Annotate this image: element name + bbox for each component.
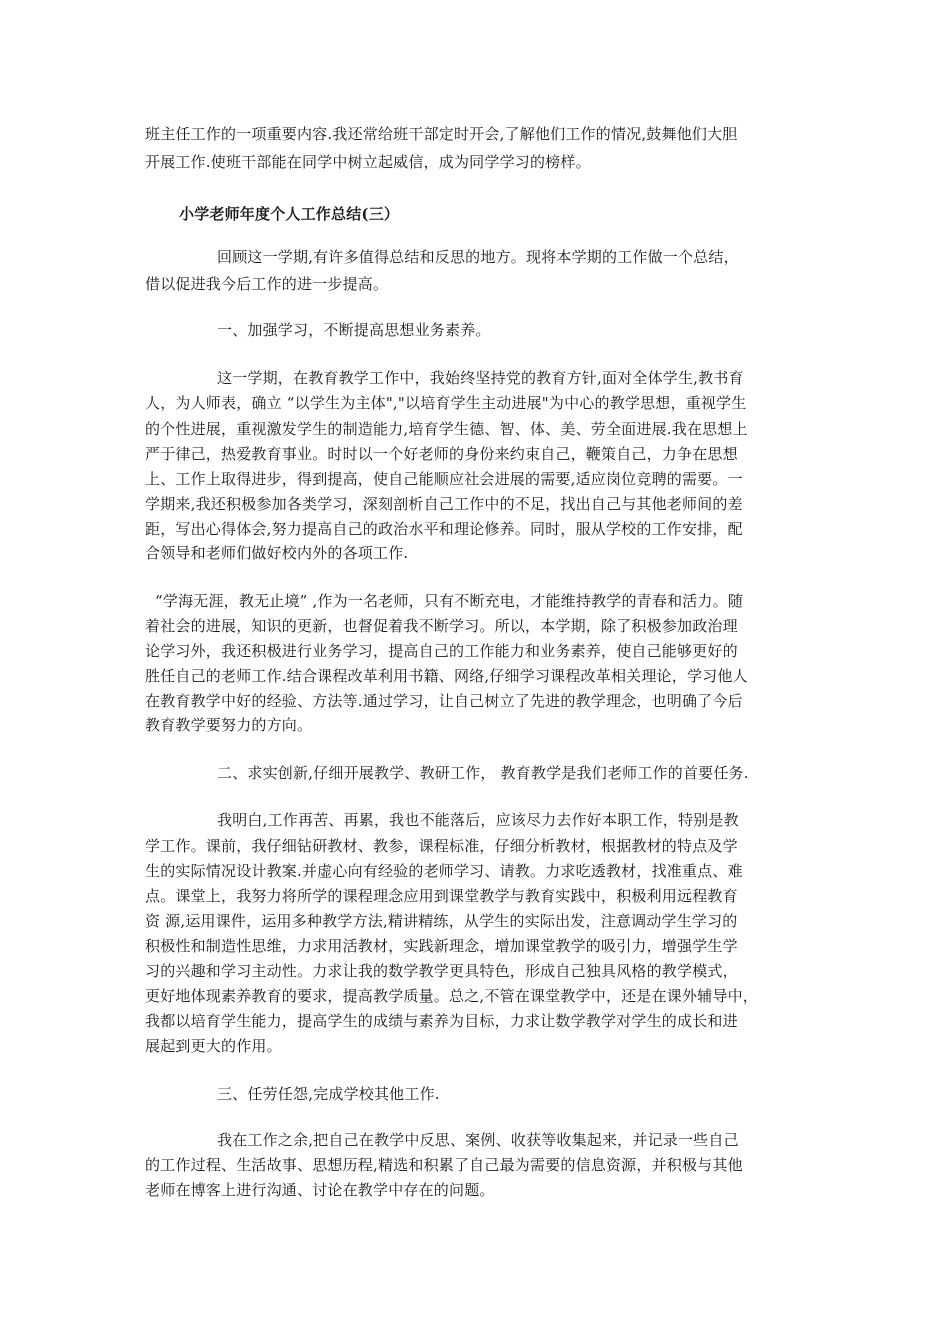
- text-line: 着社会的进展，知识的更新，也督促着我不断学习。所以，本学期，除了积极参加政治理: [145, 617, 738, 635]
- text-line: 点。课堂上，我努力将所学的课程理念应用到课堂教学与教育实践中，积极利用远程教育: [145, 887, 738, 905]
- text-line: 借以促进我今后工作的进一步提高。: [145, 275, 389, 293]
- text-line: 在教育教学中好的经验、方法等.通过学习，让自己树立了先进的教学理念，也明确了今后: [145, 692, 743, 710]
- text-line: 学期来,我还积极参加各类学习，深刻剖析自己工作中的不足，找出自己与其他老师间的差: [145, 495, 743, 513]
- text-line: 一、加强学习，不断提高思想业务素养。: [217, 321, 491, 339]
- text-line: 学工作。课前，我仔细钻研教材、教参，课程标准，仔细分析教材，根据教材的特点及学: [145, 837, 738, 855]
- text-line: 这一学期，在教育教学工作中，我始终坚持党的教育方针,面对全体学生,教书育: [217, 369, 744, 387]
- text-line: 胜任自己的老师工作.结合课程改革利用书籍、网络,仔细学习课程改革相关理论，学习他人: [145, 667, 748, 685]
- text-line: 严于律己，热爱教育事业。时时以一个好老师的身份来约束自己，鞭策自己，力争在思想: [145, 445, 738, 463]
- text-line: 资 源,运用课件，运用多种教学方法,精讲精练，从学生的实际出发，注意调动学生学习的: [145, 912, 738, 930]
- text-line: 更好地体现素养教育的要求，提高教学质量。总之,不管在课堂教学中，还是在课外辅导中，: [145, 987, 758, 1005]
- text-line: 教育教学要努力的方向。: [145, 716, 313, 734]
- text-line: 老师在博客上进行沟通、讨论在教学中存在的问题。: [145, 1181, 495, 1199]
- text-line: 我明白,工作再苦、再累，我也不能落后，应该尽力去作好本职工作，特别是教: [217, 811, 739, 829]
- text-line: 积极性和制造性思维，力求用活教材，实践新理念，增加课堂教学的吸引力，增强学生学: [145, 937, 738, 955]
- section-heading: 小学老师年度个人工作总结(三）: [179, 205, 400, 223]
- text-line: 班主任工作的一项重要内容.我还常给班干部定时开会,了解他们工作的情况,鼓舞他们大胆: [145, 125, 738, 143]
- text-line: 展起到更大的作用。: [145, 1037, 282, 1055]
- text-line: 的个性进展，重视激发学生的制造能力,培育学生德、智、体、美、劳全面进展.我在思想上: [145, 420, 748, 438]
- text-line: 三、任劳任怨,完成学校其他工作.: [217, 1085, 440, 1103]
- text-line: 论学习外，我还积极进行业务学习，提高自己的工作能力和业务素养，使自己能够更好的: [145, 642, 738, 660]
- text-line: 距，写出心得体会,努力提高自己的政治水平和理论修养。同时，服从学校的工作安排，配: [145, 520, 743, 538]
- text-line: 生的实际情况设计教案.并虚心向有经验的老师学习、请教。力求吃透教材，找准重点、难: [145, 862, 743, 880]
- text-line: 回顾这一学期,有许多值得总结和反思的地方。现将本学期的工作做一个总结，: [217, 248, 739, 266]
- text-line: 我都以培育学生能力，提高学生的成绩与素养为目标，力求让数学教学对学生的成长和进: [145, 1012, 738, 1030]
- text-line: 上、工作上取得进步，得到提高，使自己能顺应社会进展的需要,适应岗位竞聘的需要。一: [145, 470, 743, 488]
- text-line: 开展工作.使班干部能在同学中树立起威信，成为同学学习的榜样。: [145, 153, 591, 171]
- text-line: 二、求实创新,仔细开展教学、教研工作， 教育教学是我们老师工作的首要任务.: [217, 764, 749, 782]
- text-line: 合领导和老师们做好校内外的各项工作.: [145, 544, 409, 562]
- text-line: 的工作过程、生活故事、思想历程,精选和积累了自己最为需要的信息资源，并积极与其他: [145, 1156, 743, 1174]
- text-line: 我在工作之余,把自己在教学中反思、案例、收获等收集起来，并记录一些自己: [217, 1131, 739, 1149]
- text-line: 习的兴趣和学习主动性。力求让我的数学教学更具特色，形成自己独具风格的教学模式，: [145, 962, 738, 980]
- text-line: 人，为人师表，确立 “以学生为主体","以培育学生主动进展"为中心的教学思想，重视学生: [145, 394, 747, 412]
- text-line: “学海无涯，教无止境” ,作为一名老师，只有不断充电，才能维持教学的青春和活力。随: [155, 592, 744, 610]
